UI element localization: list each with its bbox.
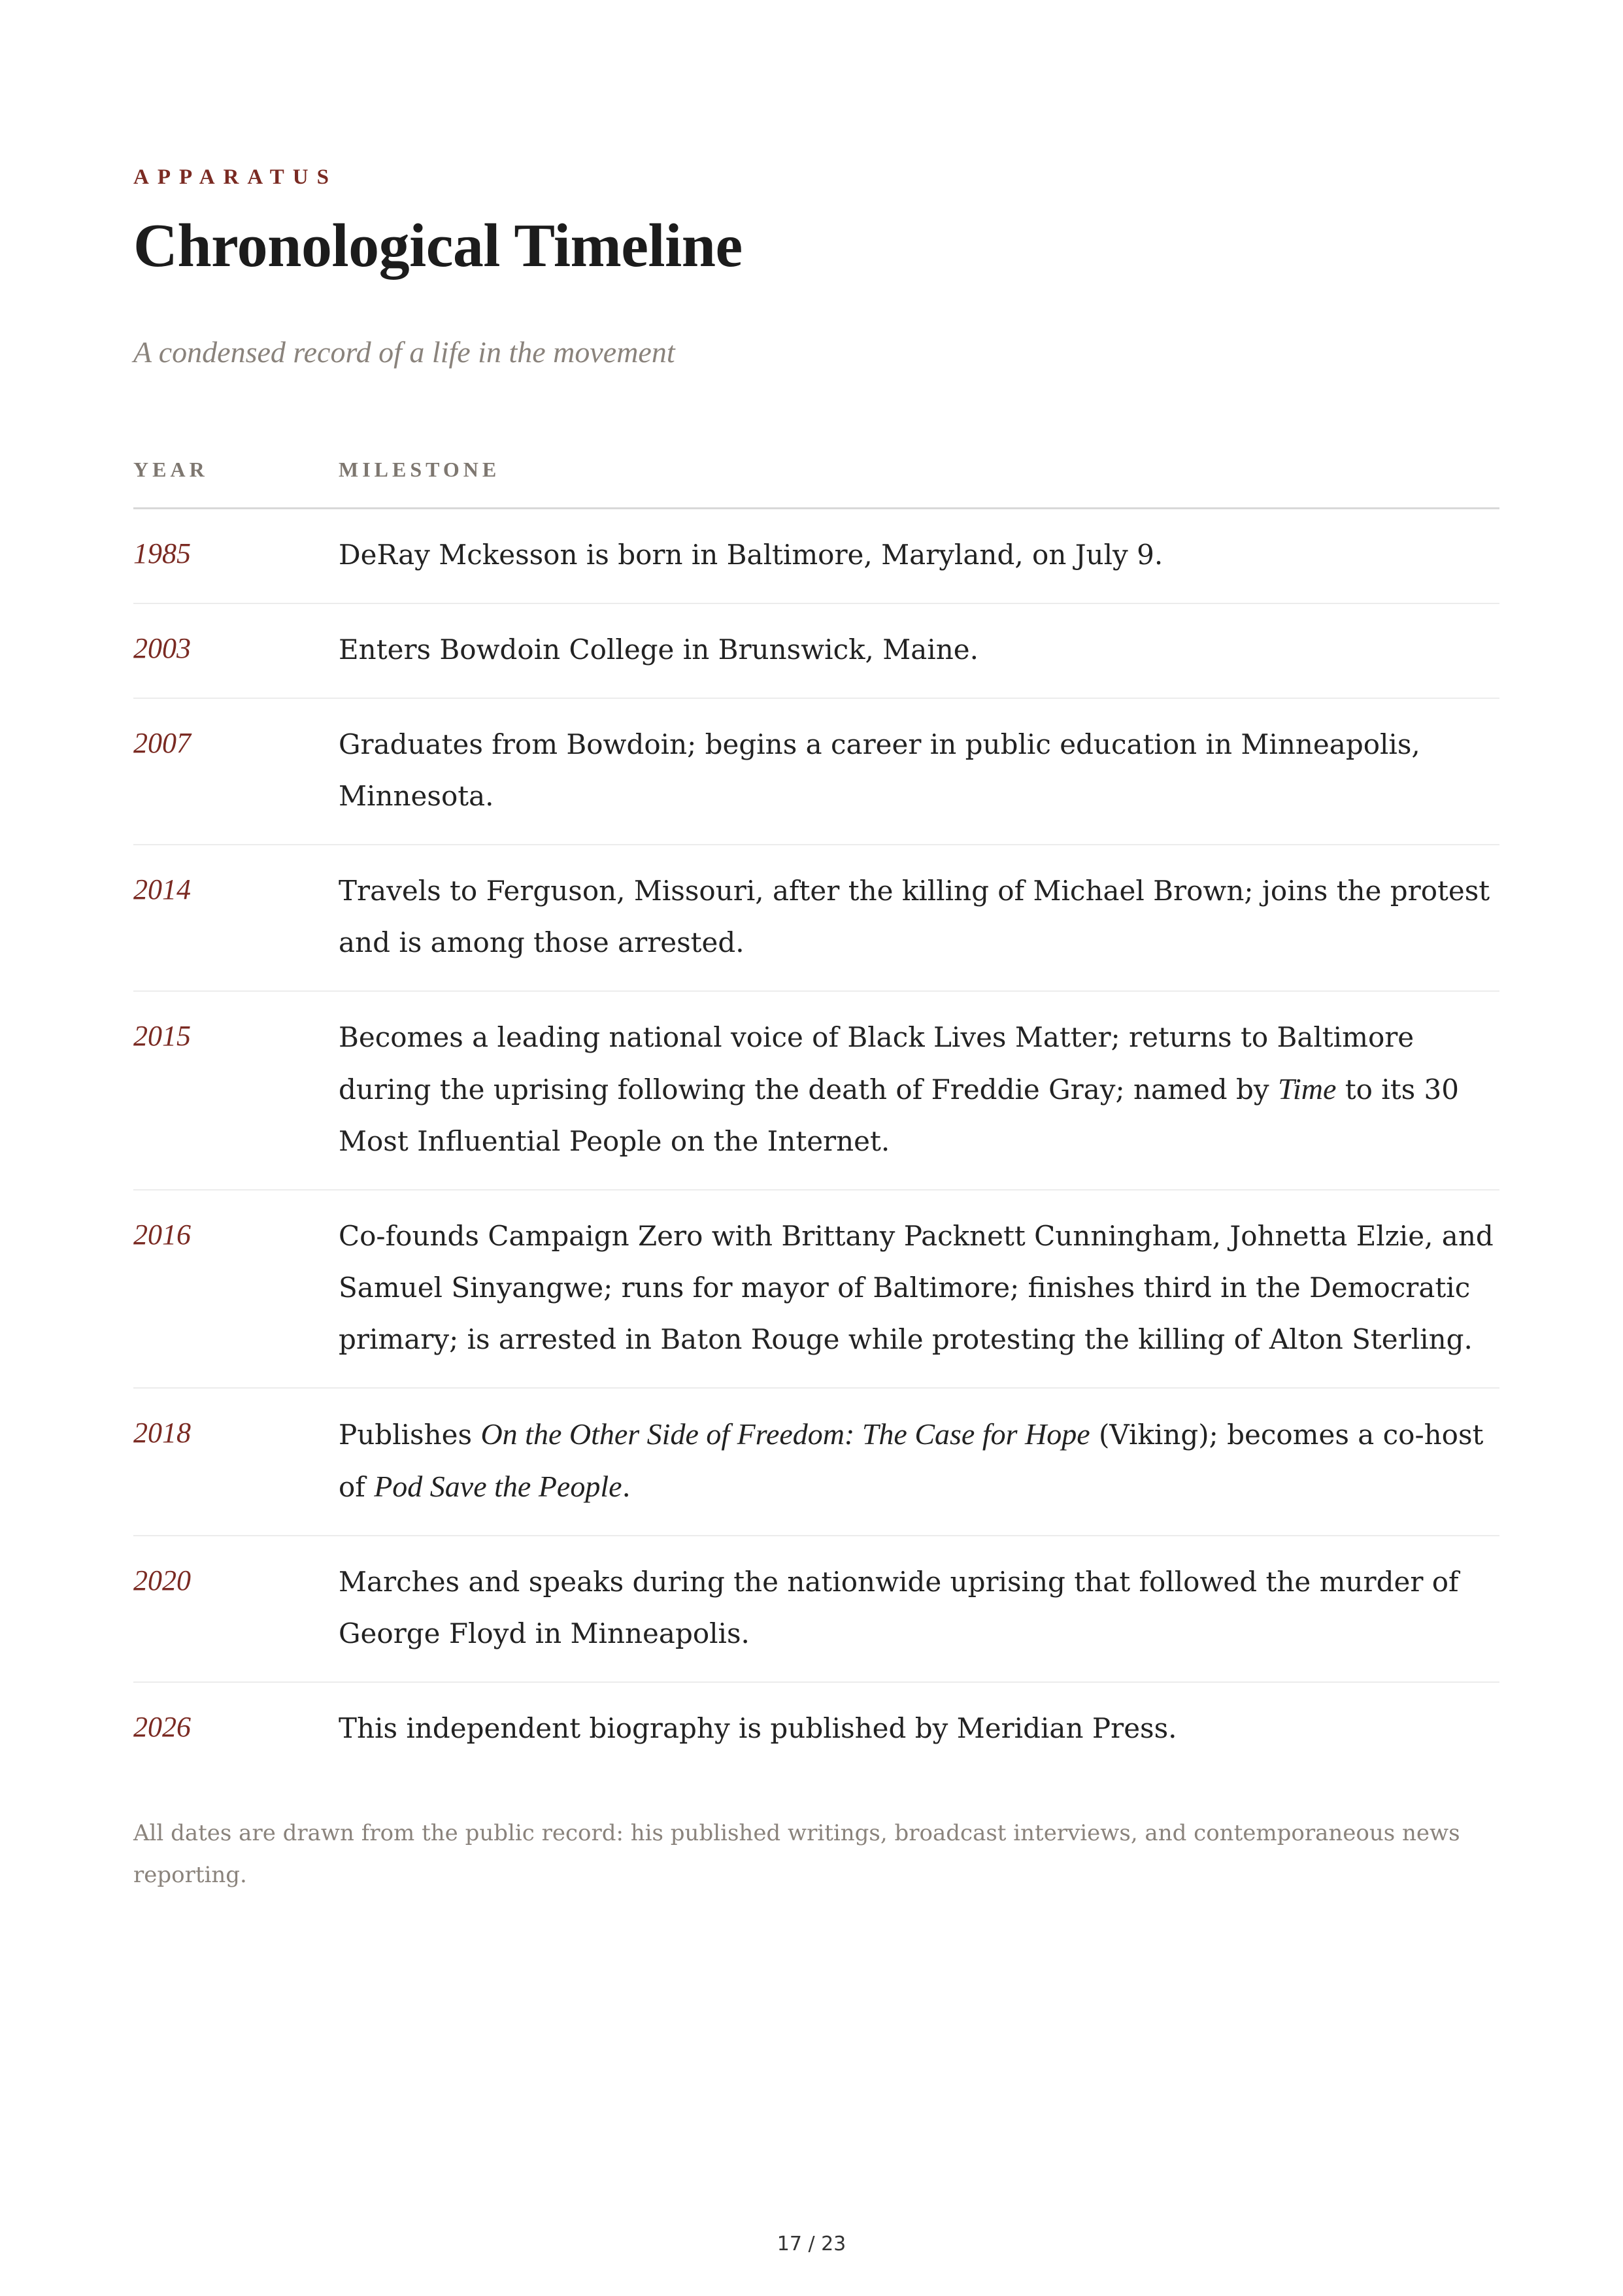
milestone-text: to its 30 Most Influential People on the Internet. [339, 1073, 1459, 1157]
column-header-milestone: MILESTONE [339, 458, 501, 481]
milestone-text: This independent biography is published by Meridian Press. [339, 1712, 1177, 1744]
milestone-text: Publishes [339, 1419, 481, 1451]
milestone-text: (Viking); becomes a co-host of [339, 1419, 1484, 1503]
year-cell: 2014 [133, 873, 191, 905]
year-cell: 2026 [133, 1711, 191, 1743]
milestone-italic-text: Pod Save the People [374, 1470, 622, 1503]
table-row [133, 992, 1499, 1190]
year-cell: 2016 [133, 1219, 191, 1251]
milestone-italic-text: Time [1277, 1072, 1337, 1106]
section-kicker: APPARATUS [133, 165, 337, 189]
page [133, 0, 1499, 2296]
year-cell: 1985 [133, 537, 191, 569]
table-row [133, 1683, 1499, 1776]
year-cell: 2020 [133, 1564, 191, 1596]
milestone-cell [339, 1556, 1499, 1659]
year-cell: 2007 [133, 727, 191, 759]
milestone-text: Graduates from Bowdoin; begins a career in public education in Minneapolis, Minnesota. [339, 728, 1420, 812]
table-row [133, 845, 1499, 992]
page-number: 17 / 23 [777, 2233, 846, 2255]
milestone-text: Marches and speaks during the nationwide uprising that followed the murder of George Floyd in Minneapolis. [339, 1566, 1459, 1649]
milestone-cell [339, 1011, 1499, 1167]
table-body [133, 509, 1499, 1776]
table-row [133, 1536, 1499, 1683]
milestone-cell [339, 1210, 1499, 1365]
column-header-year: YEAR [133, 458, 209, 481]
footnote: All dates are drawn from the public record: his published writings, broadcast interviews, and contemporaneous news reporting. [133, 1820, 1460, 1888]
milestone-cell [339, 529, 1499, 581]
table-row [133, 699, 1499, 845]
year-cell: 2003 [133, 632, 191, 664]
milestone-cell [339, 1702, 1499, 1754]
table-row [133, 1389, 1499, 1536]
table-row [133, 509, 1499, 604]
table-row [133, 604, 1499, 699]
page-subtitle: A condensed record of a life in the movement [133, 335, 675, 369]
table-header [133, 445, 1499, 509]
milestone-cell [339, 624, 1499, 675]
table-row [133, 1190, 1499, 1389]
milestone-italic-text: On the Other Side of Freedom: The Case for Hope [480, 1417, 1090, 1451]
year-cell: 2018 [133, 1417, 191, 1449]
milestone-text: Becomes a leading national voice of Black Lives Matter; returns to Baltimore during the uprising following the death of Freddie Gray; named by [339, 1021, 1414, 1106]
milestone-cell [339, 865, 1499, 968]
milestone-text: Co-founds Campaign Zero with Brittany Packnett Cunningham, Johnetta Elzie, and Samuel Sinyangwe; runs for mayor of Baltimore; finishes third in the Democratic primary; is arrested in Baton Rouge while protesting the killing of Alton Sterling. [339, 1220, 1494, 1355]
page-title: Chronological Timeline [133, 212, 743, 280]
milestone-text: . [622, 1471, 631, 1503]
milestone-text: DeRay Mckesson is born in Baltimore, Maryland, on July 9. [339, 539, 1163, 571]
timeline-table [133, 445, 1499, 1776]
milestone-cell [339, 1408, 1499, 1513]
milestone-text: Travels to Ferguson, Missouri, after the killing of Michael Brown; joins the protest and is among those arrested. [339, 875, 1490, 958]
milestone-text: Enters Bowdoin College in Brunswick, Maine. [339, 633, 979, 666]
milestone-cell [339, 718, 1499, 822]
year-cell: 2015 [133, 1020, 191, 1052]
